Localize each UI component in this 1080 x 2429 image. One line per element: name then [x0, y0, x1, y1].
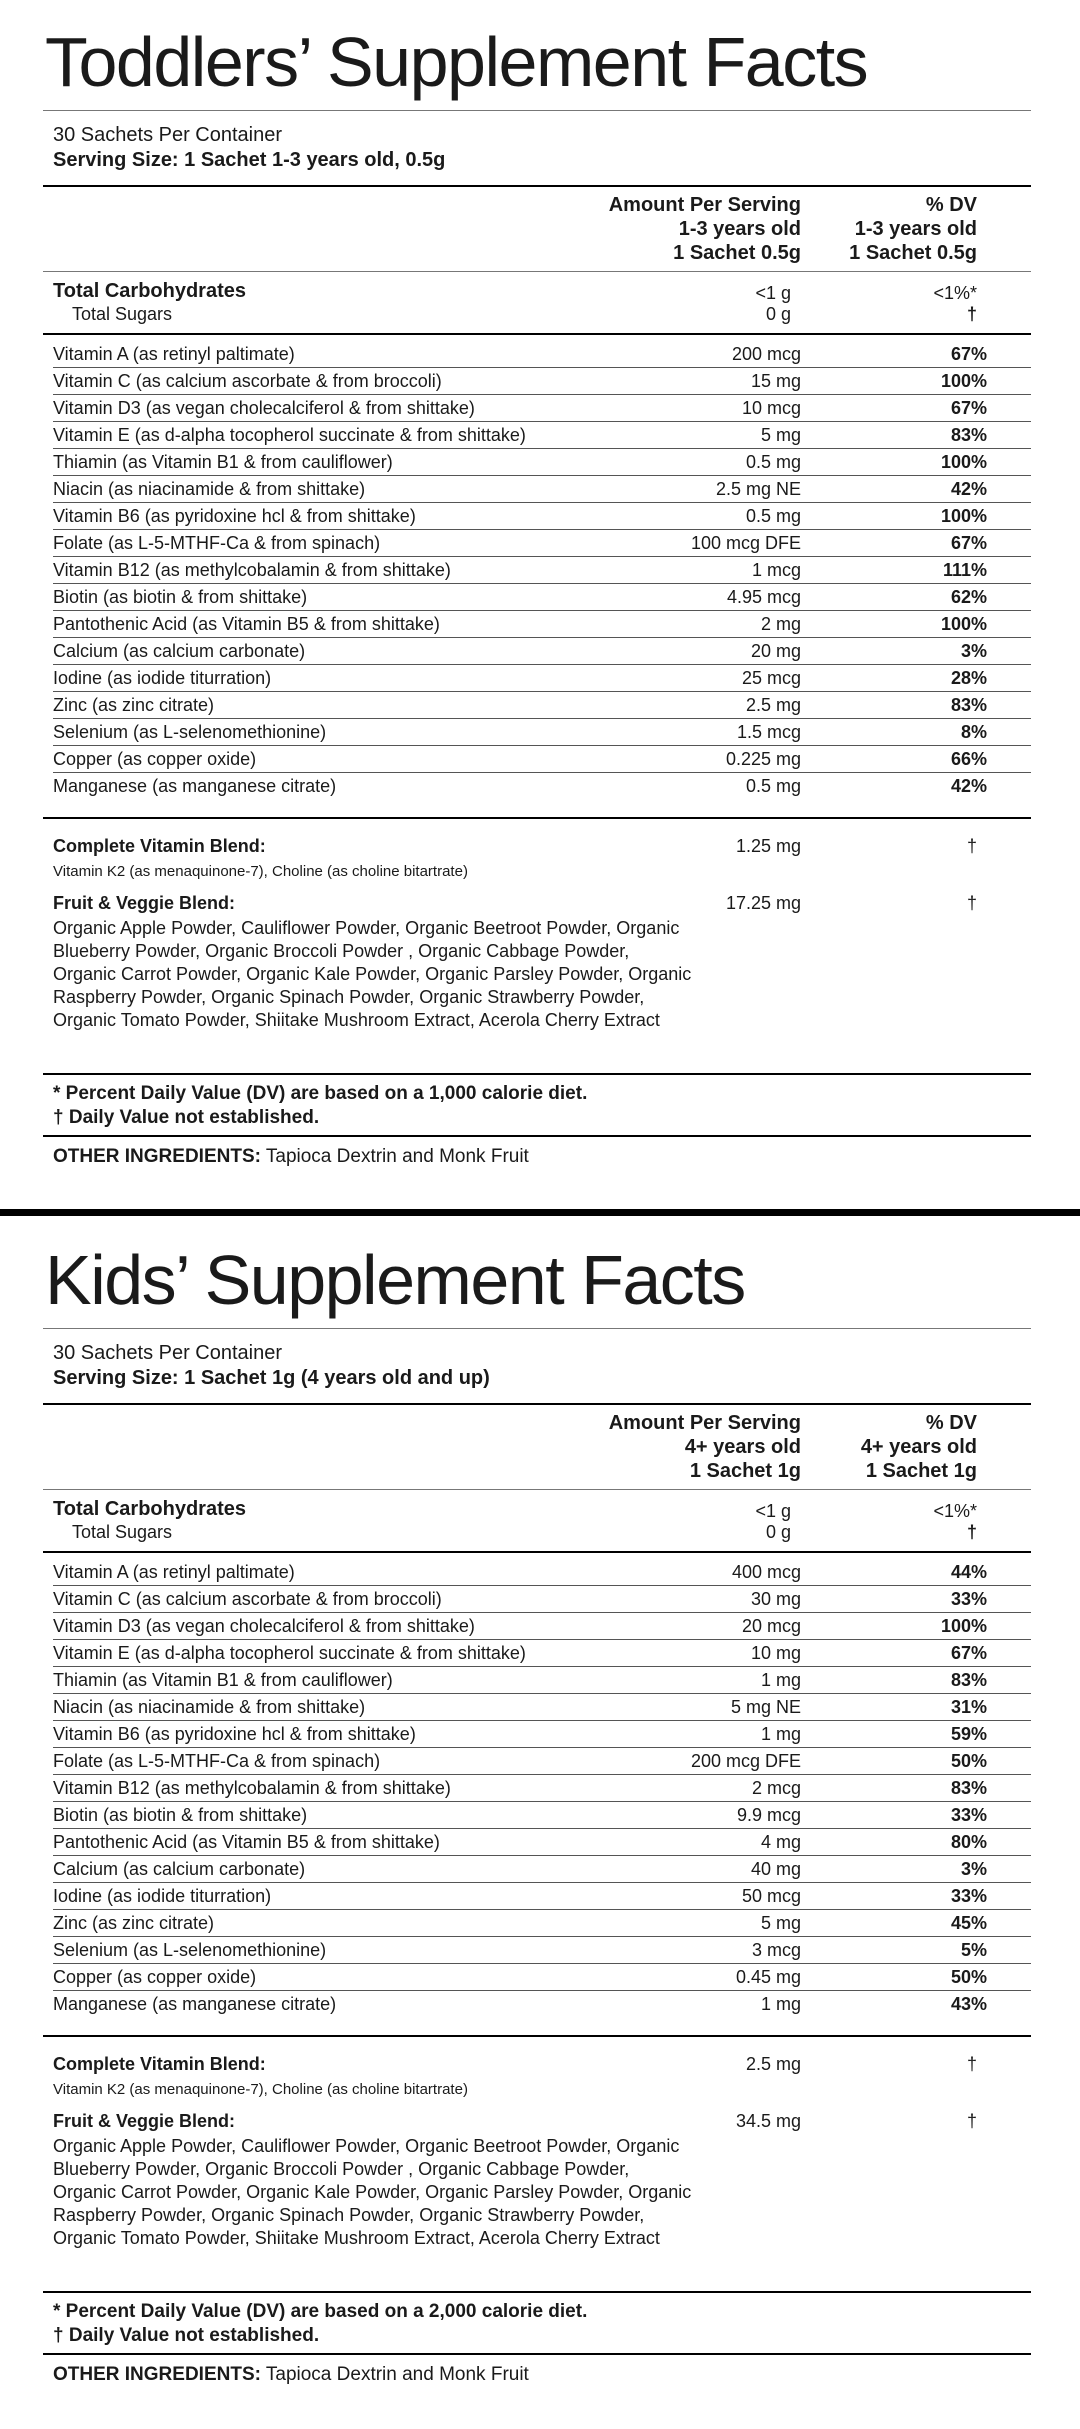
- nutrient-row: [53, 530, 1031, 557]
- nutrient-dv: 5%: [960, 1940, 987, 1960]
- nutrient-dv: 83%: [950, 1778, 987, 1798]
- total-sugars-label: Total Sugars: [72, 1522, 173, 1542]
- nutrient-amount: 25 mcg: [741, 668, 801, 688]
- nutrient-dv: 83%: [950, 695, 987, 715]
- nutrient-name: Pantothenic Acid (as Vitamin B5 & from shittake): [53, 1832, 440, 1852]
- veggie-blend-amount: 34.5 mg: [735, 2111, 801, 2131]
- nutrient-amount: 200 mcg: [731, 344, 801, 364]
- nutrient-name: Thiamin (as Vitamin B1 & from cauliflower): [53, 1670, 393, 1690]
- nutrient-amount: 2.5 mg: [745, 695, 801, 715]
- nutrient-dv: 80%: [950, 1832, 987, 1852]
- nutrient-row: [53, 773, 1031, 800]
- nutrient-dv: 100%: [940, 371, 987, 391]
- header-line: 1 Sachet 1g: [865, 1460, 977, 1482]
- panel-title: Toddlers’ Supplement Facts: [45, 23, 868, 101]
- nutrient-row: [53, 665, 1031, 692]
- total-sugars-amount: 0 g: [765, 304, 791, 324]
- vitamin-blend-title: Complete Vitamin Blend:: [53, 836, 266, 856]
- nutrient-row: [53, 476, 1031, 503]
- nutrient-row: [53, 449, 1031, 476]
- nutrient-dv: 3%: [960, 641, 987, 661]
- nutrient-row: [53, 1748, 1031, 1775]
- nutrient-dv: 44%: [950, 1562, 987, 1582]
- dv-header: [861, 1411, 977, 1483]
- header-line: 4+ years old: [860, 1436, 977, 1458]
- nutrient-amount: 30 mg: [750, 1589, 801, 1609]
- nutrient-dv: 100%: [940, 1616, 987, 1636]
- veggie-blend-ingredients: Organic Apple Powder, Cauliflower Powder, Organic Beetroot Powder, Organic Blueberry Powder, Organic Broccoli Powder , Organic Cabbage Powder, Organic Carrot Powder, Organic Kale Powder, Organic Parsley Powder, Organic Raspberry Powder, Organic Spinach Powder, Organic Strawberry Powder, Organic Tomato Powder, Shiitake Mushroom Extract, Acerola Cherry Extract: [53, 2136, 692, 2248]
- nutrient-dv: 67%: [950, 533, 987, 553]
- divider: [43, 1328, 1031, 1329]
- nutrient-amount: 1 mg: [760, 1670, 801, 1690]
- nutrient-row: [53, 1829, 1031, 1856]
- nutrient-amount: 400 mcg: [731, 1562, 801, 1582]
- header-line: % DV: [925, 1412, 977, 1434]
- panel-title: Kids’ Supplement Facts: [45, 1241, 745, 1319]
- nutrient-amount: 4.95 mcg: [726, 587, 801, 607]
- header-line: 1 Sachet 1g: [689, 1460, 801, 1482]
- nutrient-name: Vitamin C (as calcium ascorbate & from broccoli): [53, 371, 442, 391]
- nutrient-row: [53, 584, 1031, 611]
- nutrient-amount: 0.5 mg: [745, 452, 801, 472]
- divider: [43, 1403, 1031, 1405]
- veggie-blend-ingredients: Organic Apple Powder, Cauliflower Powder, Organic Beetroot Powder, Organic Blueberry Powder, Organic Broccoli Powder , Organic Cabbage Powder, Organic Carrot Powder, Organic Kale Powder, Organic Parsley Powder, Organic Raspberry Powder, Organic Spinach Powder, Organic Strawberry Powder, Organic Tomato Powder, Shiitake Mushroom Extract, Acerola Cherry Extract: [53, 918, 692, 1030]
- nutrient-name: Vitamin D3 (as vegan cholecalciferol & from shittake): [53, 1616, 475, 1636]
- divider: [43, 2291, 1031, 2293]
- nutrient-amount: 50 mcg: [741, 1886, 801, 1906]
- divider: [43, 1135, 1031, 1137]
- nutrient-amount: 10 mg: [750, 1643, 801, 1663]
- total-sugars-label: Total Sugars: [72, 304, 173, 324]
- total-carbohydrates-label: Total Carbohydrates: [53, 280, 246, 302]
- vitamin-blend-amount: 1.25 mg: [735, 836, 801, 856]
- nutrient-row: [53, 368, 1031, 395]
- nutrient-amount: 5 mg: [760, 425, 801, 445]
- nutrient-dv: 100%: [940, 506, 987, 526]
- nutrient-row: [53, 395, 1031, 422]
- dv-header: [849, 193, 977, 265]
- total-carbohydrates-dv: <1%*: [933, 1501, 977, 1521]
- nutrient-dv: 59%: [950, 1724, 987, 1744]
- nutrient-dv: 33%: [950, 1589, 987, 1609]
- nutrient-row: [53, 341, 1031, 368]
- header-line: % DV: [925, 194, 977, 216]
- nutrient-dv: 50%: [950, 1751, 987, 1771]
- divider: [43, 271, 1031, 272]
- total-carbohydrates-amount: <1 g: [755, 1501, 791, 1521]
- nutrient-name: Vitamin D3 (as vegan cholecalciferol & from shittake): [53, 398, 475, 418]
- nutrient-row: [53, 1559, 1031, 1586]
- header-line: 4+ years old: [684, 1436, 801, 1458]
- nutrient-name: Niacin (as niacinamide & from shittake): [53, 479, 366, 499]
- nutrient-amount: 2 mcg: [751, 1778, 801, 1798]
- nutrient-amount: 1 mg: [760, 1724, 801, 1744]
- amount-per-serving-header: [609, 193, 801, 265]
- nutrient-name: Vitamin A (as retinyl paltimate): [53, 1562, 295, 1582]
- nutrient-row: [53, 1667, 1031, 1694]
- nutrient-dv: 3%: [960, 1859, 987, 1879]
- nutrient-dv: 111%: [942, 560, 987, 580]
- servings-per-container: 30 Sachets Per Container: [53, 124, 283, 146]
- nutrient-name: Thiamin (as Vitamin B1 & from cauliflower): [53, 452, 393, 472]
- total-carbohydrates-amount: <1 g: [755, 283, 791, 303]
- nutrient-amount: 40 mg: [750, 1859, 801, 1879]
- nutrient-row: [53, 1586, 1031, 1613]
- other-ingredients-label: OTHER INGREDIENTS:: [53, 1146, 261, 1167]
- veggie-blend-amount: 17.25 mg: [725, 893, 801, 913]
- nutrient-name: Iodine (as iodide titurration): [53, 668, 272, 688]
- nutrient-name: Vitamin B6 (as pyridoxine hcl & from shittake): [53, 1724, 416, 1744]
- nutrient-dv: 42%: [950, 776, 987, 796]
- total-carbohydrates-label: Total Carbohydrates: [53, 1498, 246, 1520]
- header-line: 1-3 years old: [854, 218, 977, 240]
- nutrient-amount: 0.45 mg: [735, 1967, 801, 1987]
- total-carbohydrates-dv: <1%*: [933, 283, 977, 303]
- nutrient-dv: 67%: [950, 398, 987, 418]
- nutrient-amount: 20 mcg: [741, 1616, 801, 1636]
- nutrient-row: [53, 1613, 1031, 1640]
- nutrient-row: [53, 422, 1031, 449]
- serving-size: Serving Size: 1 Sachet 1-3 years old, 0.5g: [53, 149, 446, 171]
- nutrient-row: [53, 1694, 1031, 1721]
- nutrient-dv: 42%: [950, 479, 987, 499]
- nutrient-name: Biotin (as biotin & from shittake): [53, 587, 308, 607]
- veggie-blend-title: Fruit & Veggie Blend:: [53, 893, 236, 913]
- nutrient-amount: 4 mg: [760, 1832, 801, 1852]
- nutrient-row: [53, 1910, 1031, 1937]
- nutrient-amount: 20 mg: [750, 641, 801, 661]
- vitamin-blend-title: Complete Vitamin Blend:: [53, 2054, 266, 2074]
- nutrient-name: Calcium (as calcium carbonate): [53, 1859, 306, 1879]
- nutrient-dv: 28%: [950, 668, 987, 688]
- nutrient-name: Vitamin E (as d-alpha tocopherol succinate & from shittake): [53, 1643, 526, 1663]
- other-ingredients: [53, 2364, 529, 2386]
- vitamin-blend-amount: 2.5 mg: [745, 2054, 801, 2074]
- nutrient-row: [53, 1856, 1031, 1883]
- nutrient-amount: 1 mcg: [751, 560, 801, 580]
- nutrient-amount: 2 mg: [760, 614, 801, 634]
- nutrient-dv: 67%: [950, 344, 987, 364]
- nutrient-row: [53, 1991, 1031, 2018]
- nutrient-amount: 1 mg: [760, 1994, 801, 2014]
- nutrient-name: Selenium (as L-selenomethionine): [53, 1940, 327, 1960]
- nutrient-row: [53, 1721, 1031, 1748]
- servings-per-container: 30 Sachets Per Container: [53, 1342, 283, 1364]
- nutrient-dv: 83%: [950, 425, 987, 445]
- nutrient-row: [53, 611, 1031, 638]
- nutrient-row: [53, 557, 1031, 584]
- nutrient-name: Niacin (as niacinamide & from shittake): [53, 1697, 366, 1717]
- nutrient-dv: 33%: [950, 1886, 987, 1906]
- nutrient-name: Manganese (as manganese citrate): [53, 776, 337, 796]
- nutrient-row: [53, 1937, 1031, 1964]
- other-ingredients-value: Tapioca Dextrin and Monk Fruit: [260, 2364, 529, 2385]
- nutrient-amount: 10 mcg: [741, 398, 801, 418]
- nutrient-amount: 100 mcg DFE: [690, 533, 801, 553]
- serving-size: Serving Size: 1 Sachet 1g (4 years old and up): [53, 1367, 490, 1389]
- nutrient-dv: 31%: [950, 1697, 987, 1717]
- nutrient-amount: 5 mg NE: [730, 1697, 801, 1717]
- nutrient-row: [53, 746, 1031, 773]
- nutrient-row: [53, 692, 1031, 719]
- nutrient-name: Selenium (as L-selenomethionine): [53, 722, 327, 742]
- nutrient-name: Biotin (as biotin & from shittake): [53, 1805, 308, 1825]
- vitamin-blend-ingredients: Vitamin K2 (as menaquinone-7), Choline (as choline bitartrate): [53, 863, 468, 880]
- veggie-blend-dv: †: [966, 893, 977, 913]
- nutrient-name: Vitamin A (as retinyl paltimate): [53, 344, 295, 364]
- veggie-blend-dv: †: [966, 2111, 977, 2131]
- divider: [43, 1073, 1031, 1075]
- nutrient-name: Vitamin E (as d-alpha tocopherol succinate & from shittake): [53, 425, 526, 445]
- divider: [43, 817, 1031, 819]
- total-sugars-amount: 0 g: [765, 1522, 791, 1542]
- vitamin-blend-dv: †: [966, 2054, 977, 2074]
- nutrient-amount: 200 mcg DFE: [690, 1751, 801, 1771]
- nutrient-amount: 9.9 mcg: [736, 1805, 801, 1825]
- nutrient-amount: 15 mg: [750, 371, 801, 391]
- divider: [43, 2353, 1031, 2355]
- nutrient-amount: 0.5 mg: [745, 506, 801, 526]
- nutrient-name: Folate (as L-5-MTHF-Ca & from spinach): [53, 1751, 381, 1771]
- footnote-dv: * Percent Daily Value (DV) are based on a 2,000 calorie diet.: [53, 2301, 588, 2322]
- nutrient-name: Manganese (as manganese citrate): [53, 1994, 337, 2014]
- nutrient-name: Copper (as copper oxide): [53, 1967, 257, 1987]
- nutrient-name: Folate (as L-5-MTHF-Ca & from spinach): [53, 533, 381, 553]
- divider: [43, 1489, 1031, 1490]
- header-line: Amount Per Serving: [608, 1412, 801, 1434]
- nutrient-name: Vitamin B12 (as methylcobalamin & from shittake): [53, 1778, 451, 1798]
- divider: [43, 2035, 1031, 2037]
- nutrient-dv: 45%: [950, 1913, 987, 1933]
- amount-per-serving-header: [609, 1411, 801, 1483]
- nutrient-dv: 83%: [950, 1670, 987, 1690]
- total-sugars-dv: †: [966, 1522, 977, 1542]
- nutrient-name: Iodine (as iodide titurration): [53, 1886, 272, 1906]
- nutrient-row: [53, 719, 1031, 746]
- header-line: 1 Sachet 0.5g: [849, 242, 977, 264]
- nutrient-row: [53, 638, 1031, 665]
- nutrient-amount: 0.5 mg: [745, 776, 801, 796]
- divider: [43, 185, 1031, 187]
- nutrient-row: [53, 1775, 1031, 1802]
- other-ingredients: [53, 1146, 529, 1168]
- nutrient-row: [53, 1883, 1031, 1910]
- nutrient-amount: 1.5 mcg: [736, 722, 801, 742]
- nutrient-amount: 3 mcg: [751, 1940, 801, 1960]
- nutrient-dv: 50%: [950, 1967, 987, 1987]
- nutrient-row: [53, 503, 1031, 530]
- nutrient-amount: 0.225 mg: [725, 749, 801, 769]
- nutrient-name: Copper (as copper oxide): [53, 749, 257, 769]
- divider: [43, 333, 1031, 335]
- footnote-dagger: † Daily Value not established.: [53, 2325, 320, 2346]
- nutrient-row: [53, 1802, 1031, 1829]
- nutrient-name: Zinc (as zinc citrate): [53, 1913, 215, 1933]
- nutrient-amount: 2.5 mg NE: [715, 479, 801, 499]
- nutrient-row: [53, 1640, 1031, 1667]
- footnote-dv: * Percent Daily Value (DV) are based on a 1,000 calorie diet.: [53, 1083, 588, 1104]
- header-line: Amount Per Serving: [608, 194, 801, 216]
- nutrient-dv: 100%: [940, 452, 987, 472]
- nutrient-name: Pantothenic Acid (as Vitamin B5 & from shittake): [53, 614, 440, 634]
- footnote-dagger: † Daily Value not established.: [53, 1107, 320, 1128]
- nutrient-dv: 8%: [960, 722, 987, 742]
- nutrient-dv: 33%: [950, 1805, 987, 1825]
- veggie-blend-title: Fruit & Veggie Blend:: [53, 2111, 236, 2131]
- nutrient-dv: 67%: [950, 1643, 987, 1663]
- header-line: 1-3 years old: [678, 218, 801, 240]
- nutrient-name: Vitamin C (as calcium ascorbate & from broccoli): [53, 1589, 442, 1609]
- nutrient-row: [53, 1964, 1031, 1991]
- nutrient-dv: 66%: [950, 749, 987, 769]
- nutrient-dv: 100%: [940, 614, 987, 634]
- nutrient-dv: 43%: [950, 1994, 987, 2014]
- nutrient-amount: 5 mg: [760, 1913, 801, 1933]
- nutrient-name: Vitamin B6 (as pyridoxine hcl & from shittake): [53, 506, 416, 526]
- other-ingredients-label: OTHER INGREDIENTS:: [53, 2364, 261, 2385]
- vitamin-blend-dv: †: [966, 836, 977, 856]
- divider: [43, 1551, 1031, 1553]
- header-line: 1 Sachet 0.5g: [673, 242, 801, 264]
- nutrient-dv: 62%: [950, 587, 987, 607]
- nutrient-name: Calcium (as calcium carbonate): [53, 641, 306, 661]
- nutrient-name: Zinc (as zinc citrate): [53, 695, 215, 715]
- other-ingredients-value: Tapioca Dextrin and Monk Fruit: [260, 1146, 529, 1167]
- divider: [43, 110, 1031, 111]
- vitamin-blend-ingredients: Vitamin K2 (as menaquinone-7), Choline (as choline bitartrate): [53, 2081, 468, 2098]
- nutrient-name: Vitamin B12 (as methylcobalamin & from shittake): [53, 560, 451, 580]
- total-sugars-dv: †: [966, 304, 977, 324]
- section-divider: [0, 1209, 1080, 1216]
